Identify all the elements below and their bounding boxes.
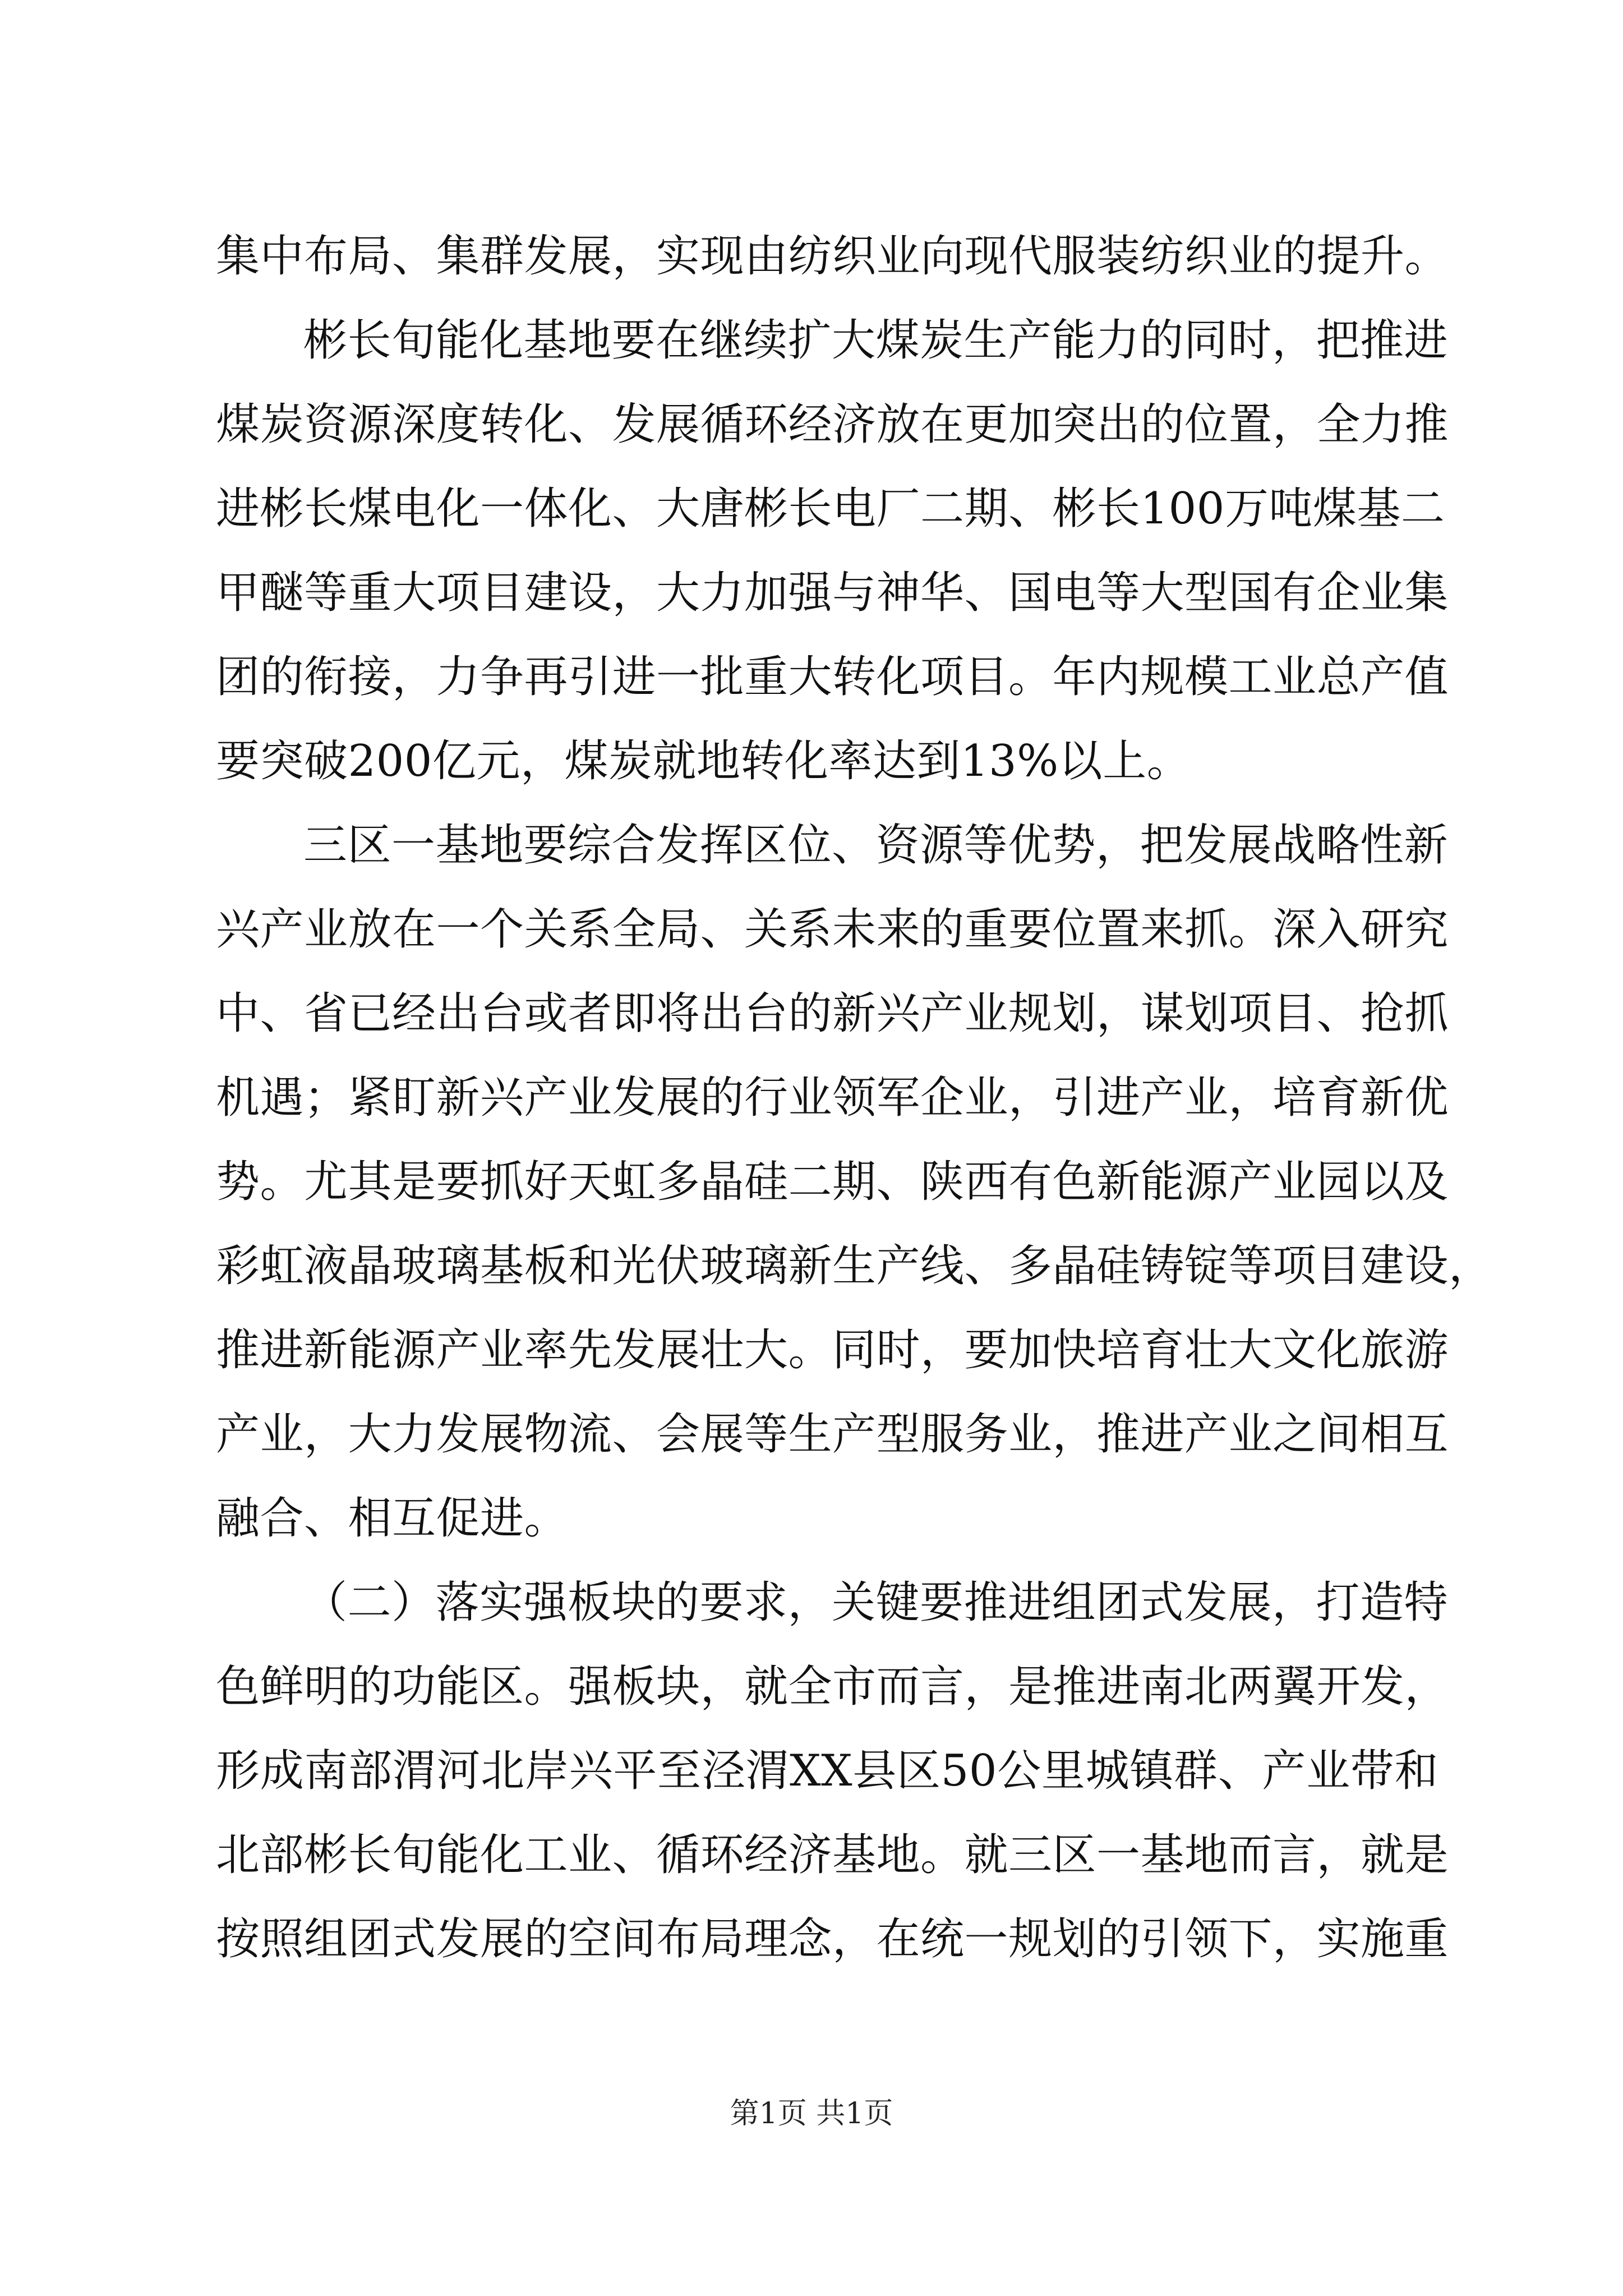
text-line: 中、省已经出台或者即将出台的新兴产业规划，谋划项目、抢抓 xyxy=(216,988,1449,1039)
page-footer: 第1页 共1页 xyxy=(730,2097,893,2131)
text-line: 产业，大力发展物流、会展等生产型服务业，推进产业之间相互 xyxy=(216,1409,1449,1460)
text-line: 团的衔接，力争再引进一批重大转化项目。年内规模工业总产值 xyxy=(216,652,1449,702)
text-line: 彩虹液晶玻璃基板和光伏玻璃新生产线、多晶硅铸锭等项目建设， xyxy=(216,1241,1493,1291)
text-line: 集中布局、集群发展，实现由纺织业向现代服装纺织业的提升。 xyxy=(216,231,1449,282)
text-line: 要突破200亿元，煤炭就地转化率达到13%以上。 xyxy=(216,736,1191,786)
text-line: 按照组团式发展的空间布局理念，在统一规划的引领下，实施重 xyxy=(216,1914,1449,1964)
text-line: 甲醚等重大项目建设，大力加强与神华、国电等大型国有企业集 xyxy=(216,568,1449,618)
text-line: 势。尤其是要抓好天虹多晶硅二期、陕西有色新能源产业园以及 xyxy=(216,1157,1449,1207)
paragraph-first-line: 三区一基地要综合发挥区位、资源等优势，把发展战略性新 xyxy=(303,820,1449,871)
text-line: 融合、相互促进。 xyxy=(216,1493,569,1544)
text-line: 推进新能源产业率先发展壮大。同时，要加快培育壮大文化旅游 xyxy=(216,1325,1449,1375)
text-line: 色鲜明的功能区。强板块，就全市而言，是推进南北两翼开发， xyxy=(216,1662,1449,1712)
text-line: 兴产业放在一个关系全局、关系未来的重要位置来抓。深入研究 xyxy=(216,904,1449,955)
text-line: 机遇；紧盯新兴产业发展的行业领军企业，引进产业，培育新优 xyxy=(216,1073,1449,1123)
text-line: 北部彬长旬能化工业、循环经济基地。就三区一基地而言，就是 xyxy=(216,1830,1449,1880)
text-line: 进彬长煤电化一体化、大唐彬长电厂二期、彬长100万吨煤基二 xyxy=(216,484,1445,534)
text-line: 煤炭资源深度转化、发展循环经济放在更加突出的位置，全力推 xyxy=(216,399,1449,450)
text-line: 形成南部渭河北岸兴平至泾渭XX县区50公里城镇群、产业带和 xyxy=(216,1746,1438,1796)
paragraph-first-line: 彬长旬能化基地要在继续扩大煤炭生产能力的同时，把推进 xyxy=(303,315,1449,366)
paragraph-first-line: （二）落实强板块的要求，关键要推进组团式发展，打造特 xyxy=(303,1577,1449,1628)
